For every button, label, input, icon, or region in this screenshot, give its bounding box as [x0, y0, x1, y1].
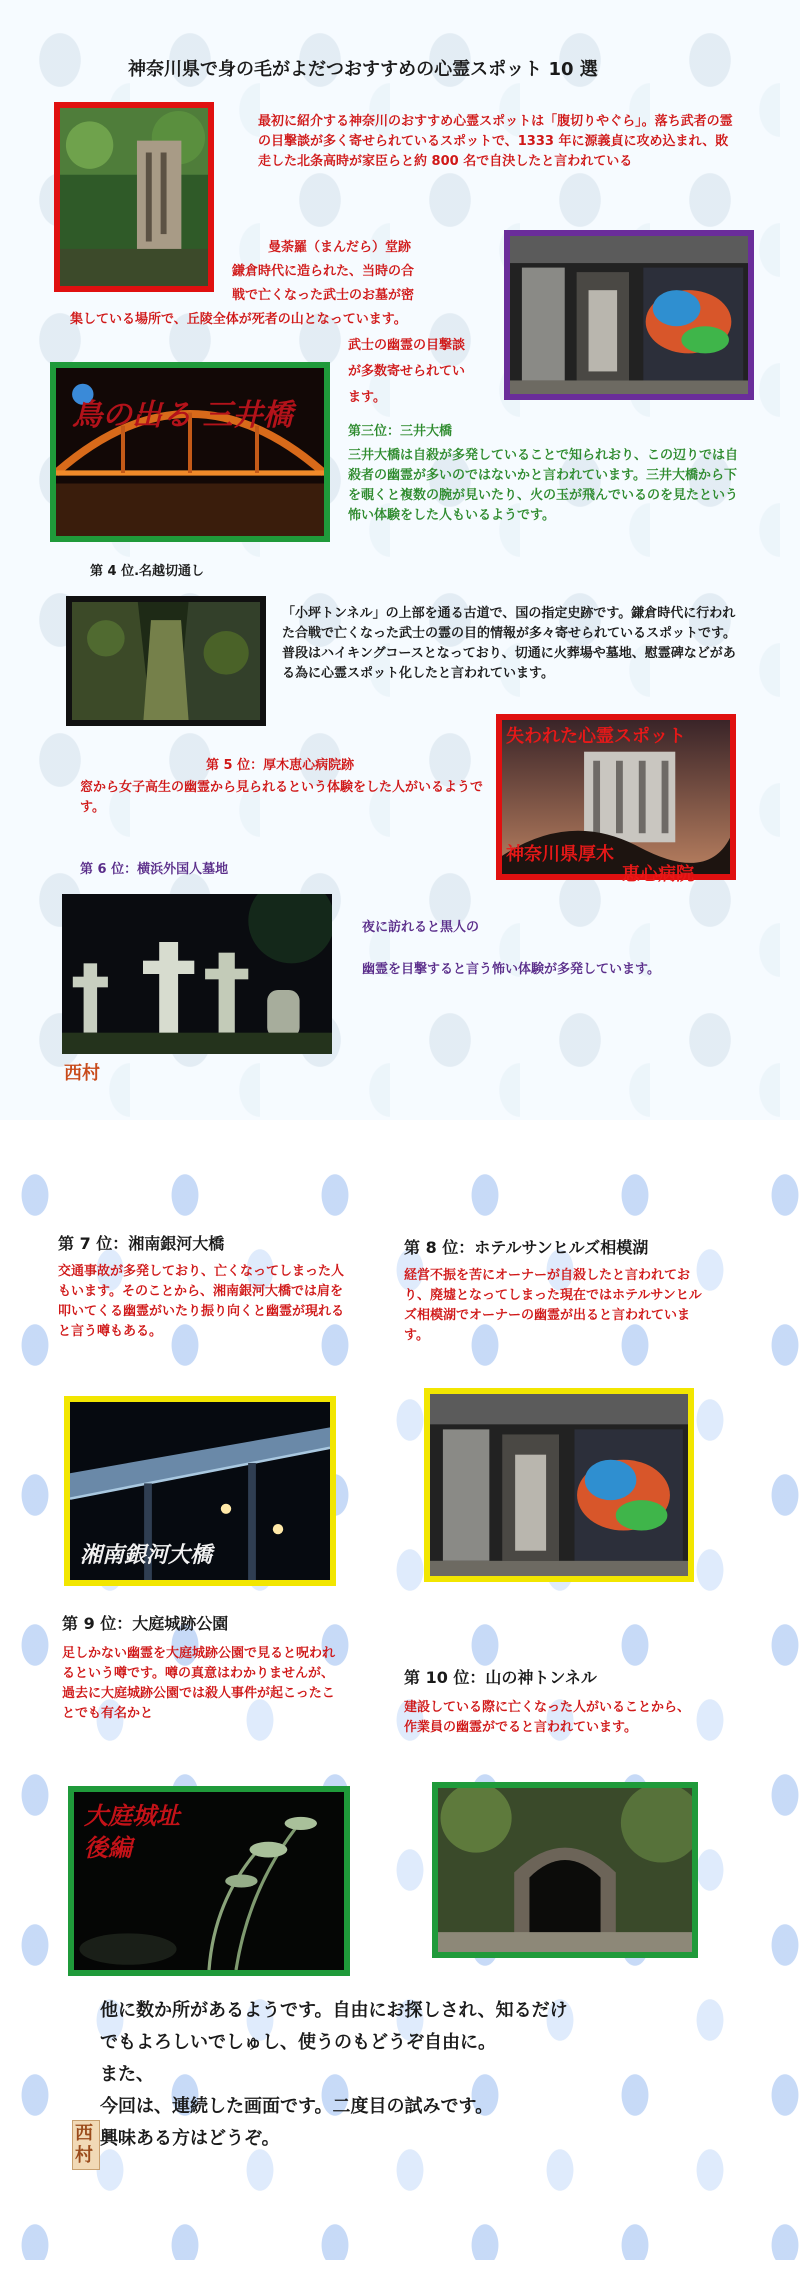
spot2-line: が多数寄せられてい	[348, 364, 466, 379]
mitsui-bridge-photo	[50, 362, 330, 542]
nagoe-kiridoshi-photo	[66, 596, 266, 726]
author-signature: 西村	[72, 2120, 100, 2170]
keishin-hospital-photo	[496, 714, 736, 885]
spot10-description: 建設している際に亡くなった人がいることから、作業員の幽霊がでると言われています。	[404, 1700, 691, 1735]
abandoned-hotel-photo	[504, 230, 754, 400]
spot2-line: ます。	[348, 390, 386, 405]
bridge-overlay-caption: 鳥の出る 三井橋	[72, 398, 293, 433]
spot6-title: 第 6 位：横浜外国人墓地	[80, 862, 229, 877]
spot9-description: 足しかない幽霊を大庭城跡公園で見ると呪われるという噂です。噂の真意はわかりませんが、過去に大庭城跡公園では殺人事件が起こったことでも有名かと	[62, 1646, 336, 1721]
spot5-description: 窓から女子高生の幽霊から見られるという体験をした人がいるようです。	[80, 780, 484, 815]
spot7-description: 交通事故が多発しており、亡くなってしまった人もいます。そのことから、湘南銀河大橋では肩を叩いてくる幽霊がいたり振り向くと幽霊が現れると言う噂もある。	[58, 1264, 345, 1339]
spot8-title: 第 8 位：ホテルサンヒルズ相模湖	[404, 1238, 649, 1257]
ghost-spots-panel-1	[0, 0, 800, 1120]
hotel-sunhills-photo	[424, 1388, 694, 1582]
page-title: 神奈川県で身の毛がよだつおすすめの心霊スポット 10 選	[128, 59, 598, 80]
spot2-line: 戦で亡くなった武士のお墓が密	[232, 288, 415, 303]
spot2-line: 集している場所で、丘陵全体が死者の山となっています。	[70, 312, 407, 327]
hospital-overlay-right: 恵心病院	[622, 864, 694, 885]
spot2-line: 鎌倉時代に造られた、当時の合	[232, 264, 415, 279]
outro-line-1: 他に数か所があるようです。自由にお探しされ、知るだけ	[100, 2000, 568, 2021]
spot4-description: 「小坪トンネル」の上部を通る古道で、国の指定史跡です。鎌倉時代に行われた合戦で亡くなった武士の霊の目的情報が多々寄せられているスポットです。普段はハイキングコースとなっており、切通に火葬場や墓地、慰霊碑などがある為に心霊スポット化したと言われています。	[282, 606, 736, 681]
spot2-line: 武士の幽霊の目撃談	[348, 338, 466, 353]
spot1-description: 最初に紹介する神奈川のおすすめ心霊スポットは「腹切りやぐら」。落ち武者の霊の目撃談が多く寄せられているスポットで、1333 年に源義貞に攻め込まれ、敗走した北条高時が家臣らと約 800 名で自決したと言われている	[258, 114, 733, 169]
spot8-description: 経営不振を苦にオーナーが自殺したと言われており、廃墟となってしまった現在ではホテルサンヒルズ相模湖でオーナーの幽霊が出ると言われています。	[404, 1268, 702, 1343]
author-signature: 西村	[64, 1063, 100, 1084]
spot7-title: 第 7 位：湘南銀河大橋	[58, 1234, 225, 1253]
spot4-title: 第 4 位.名越切通し	[90, 564, 205, 579]
outro-line-4: 今回は、連続した画面です。二度目の試みです。	[100, 2096, 494, 2117]
oba-castle-park-photo	[68, 1786, 350, 1976]
oba-castle-overlay: 大庭城址 後編	[84, 1801, 180, 1862]
spot6-line: 幽霊を目撃すると言う怖い体験が多発しています。	[362, 962, 660, 977]
spot3-title: 第三位：三井大橋	[348, 424, 453, 439]
hospital-overlay-top: 失われた心霊スポット	[506, 726, 686, 747]
yamanokami-tunnel-photo	[432, 1782, 698, 1958]
spot6-line: 夜に訪れると黒人の	[362, 920, 480, 935]
outro-line-5: 興味ある方はどうぞ。	[100, 2128, 280, 2149]
spot3-description: 三井大橋は自殺が多発していることで知られおり、この辺りでは自殺者の幽霊が多いのではないかと言われています。三井大橋から下を覗くと複数の腕が見いたり、火の玉が飛んでいるのを見たという怖い体験をした人もいるようです。	[348, 448, 739, 523]
shonan-ginga-bridge-photo	[64, 1396, 336, 1586]
outro-line-2: でもよろしいでしゅし、使うのもどうぞ自由に。	[100, 2032, 496, 2053]
spot9-title: 第 9 位：大庭城跡公園	[62, 1614, 229, 1633]
spot2-title: 曼荼羅（まんだら）堂跡	[268, 240, 412, 255]
harakiri-yagura-photo	[54, 102, 214, 292]
outro-line-3: また、	[100, 2064, 154, 2085]
foreign-cemetery-photo	[62, 894, 332, 1054]
hospital-overlay-left: 神奈川県厚木	[506, 844, 614, 865]
ghost-spots-panel-2	[0, 1150, 800, 2260]
spot5-title: 第 5 位：厚木恵心病院跡	[206, 758, 355, 773]
shonan-bridge-overlay: 湘南銀河大橋	[80, 1542, 213, 1568]
spot10-title: 第 10 位：山の神トンネル	[404, 1668, 597, 1687]
